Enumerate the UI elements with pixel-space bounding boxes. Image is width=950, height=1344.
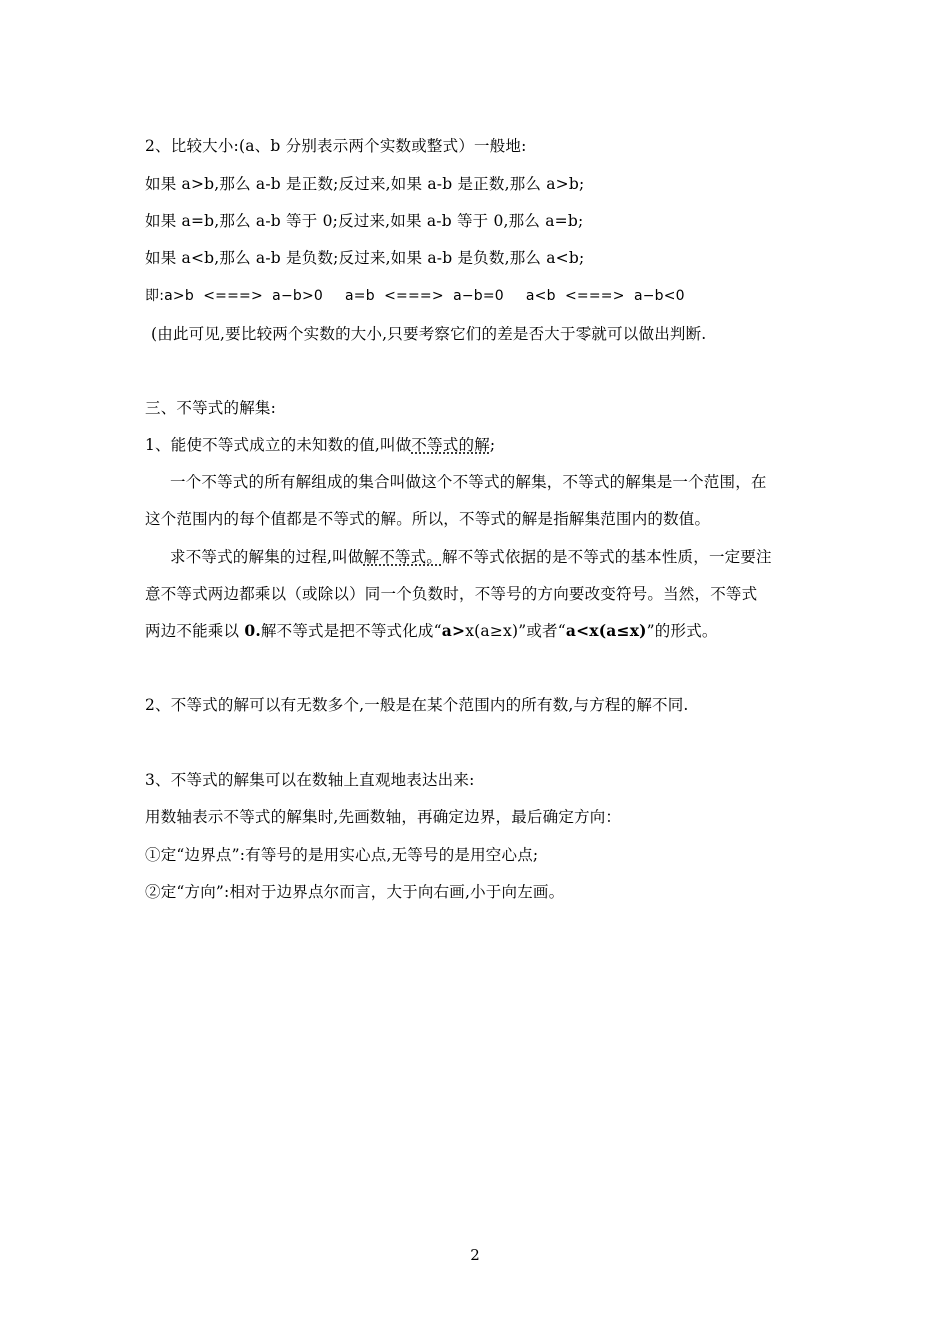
equivalence-prefix: 即: [145,288,165,304]
term-solution: 不等式的解 [411,436,490,454]
form-greater-bold: a> [441,621,466,640]
definition-end: ; [489,436,496,454]
definition-solution [145,435,495,455]
solving-text-d: 解不等式是把不等式化成“ [260,622,442,640]
zero-bold: 0. [244,621,261,640]
solving-text-f: ”的形式。 [646,622,718,640]
form-less-bold: a<x(a≤x) [565,621,647,640]
equivalence-greater: a>b <===> a−b>0 [164,288,324,304]
form-greater: x(a≥x) [465,622,519,640]
rule-less: 如果 a<b,那么 a-b 是负数;反过来,如果 a-b 是负数,那么 a<b; [145,249,585,267]
boundary-point-rule: ①定“边界点”:有等号的是用实心点,无等号的是用空心点; [145,846,539,864]
equivalence-less: a<b <===> a−b<0 [525,288,685,304]
solving-text-c: 两边不能乘以 [145,622,245,640]
infinite-solutions: 2、不等式的解可以有无数多个,一般是在某个范围内的所有数,与方程的解不同. [145,696,689,714]
term-solve-inequality: 解不等式。 [363,548,443,566]
section-title: 三、不等式的解集: [145,399,277,417]
solving-text-a: 求不等式的解集的过程,叫做 [170,548,364,566]
number-line-steps: 用数轴表示不等式的解集时,先画数轴，再确定边界，最后确定方向： [145,808,622,826]
number-line-heading: 3、不等式的解集可以在数轴上直观地表达出来: [145,771,475,789]
direction-rule: ②定“方向”:相对于边界点尔而言，大于向右画,小于向左画。 [145,883,565,901]
solving-line-2: 意不等式两边都乘以（或除以）同一个负数时，不等号的方向要改变符号。当然，不等式 [145,585,758,603]
solving-text-b: 解不等式依据的是不等式的基本性质，一定要注 [442,548,772,566]
compare-heading: 2、比较大小:(a、b 分别表示两个实数或整式）一般地: [145,137,527,155]
rule-equal: 如果 a=b,那么 a-b 等于 0;反过来,如果 a-b 等于 0,那么 a=b; [145,212,584,230]
solving-text-e: ”或者“ [518,622,566,640]
solving-line-3 [145,621,718,641]
equivalence-equal: a=b <===> a−b=0 [345,288,504,304]
definition-text: 1、能使不等式成立的未知数的值,叫做 [145,436,412,454]
solution-set-line-2: 这个范围内的每个值都是不等式的解。所以，不等式的解是指解集范围内的数值。 [145,510,711,528]
solving-line-1 [170,547,772,567]
equivalence-line [145,286,685,306]
page-number: 2 [470,1246,480,1264]
compare-note: (由此可见,要比较两个实数的大小,只要考察它们的差是否大于零就可以做出判断. [151,325,707,343]
solution-set-line-1: 一个不等式的所有解组成的集合叫做这个不等式的解集，不等式的解集是一个范围，在 [170,473,767,491]
rule-greater: 如果 a>b,那么 a-b 是正数;反过来,如果 a-b 是正数,那么 a>b; [145,175,585,193]
